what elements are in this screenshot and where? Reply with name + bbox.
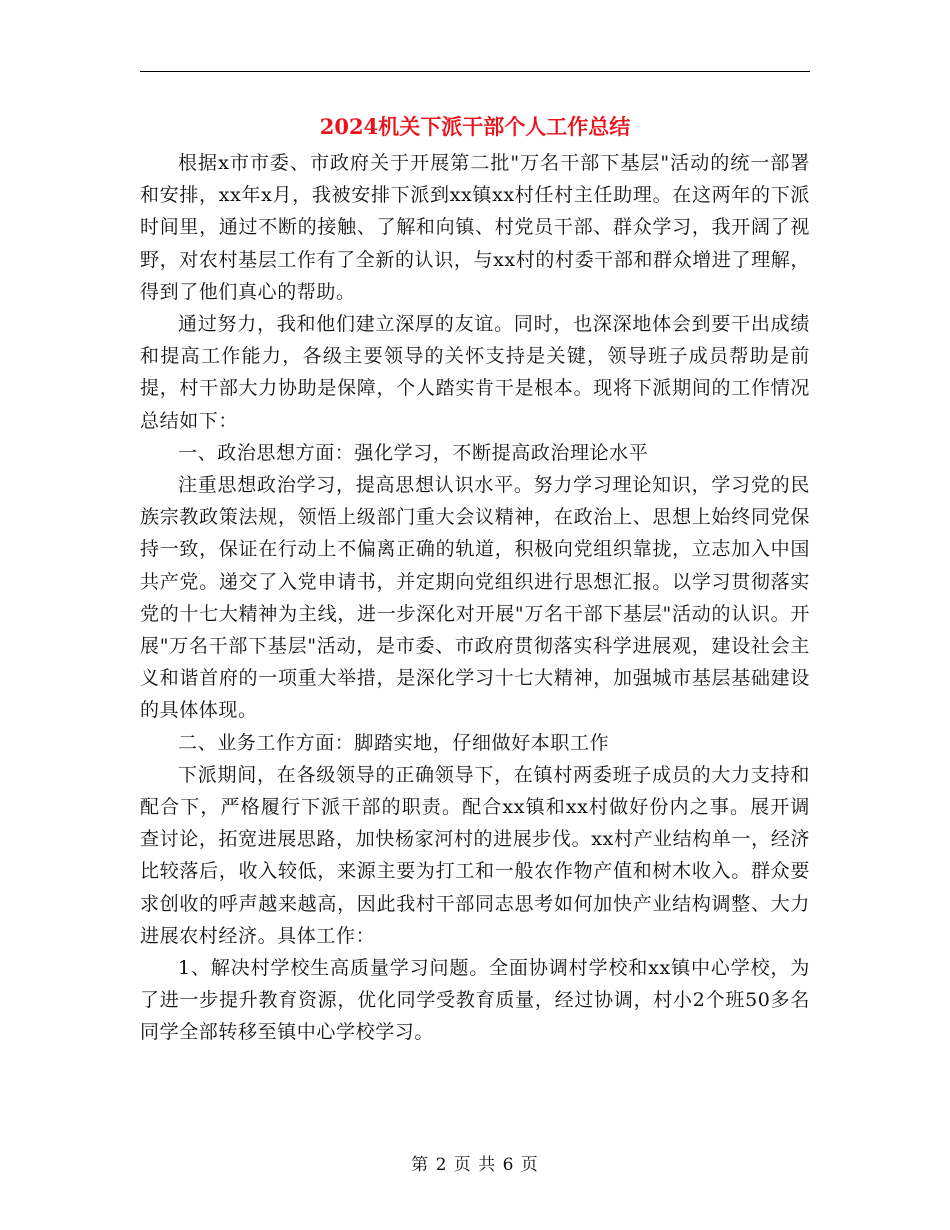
paragraph-political: 注重思想政治学习，提高思想认识水平。努力学习理论知识，学习党的民族宗教政策法规，领悟上级部门重大会议精神，在政治上、思想上始终同党保持一致，保证在行动上不偏离正确的轨道，积极向党组织靠拢，立志加入中国共产党。递交了入党申请书，并定期向党组织进行思想汇报。以学习贯彻落实党的十七大精神为主线，进一步深化对开展"万名干部下基层"活动的认识。开展"万名干部下基层"活动，是市委、市政府贯彻落实科学进展观，建设社会主义和谐首府的一项重大举措，是深化学习十七大精神，加强城市基层基础建设的具体体现。	[140, 474, 810, 722]
paragraph-friendship: 通过努力，我和他们建立深厚的友谊。同时，也深深地体会到要干出成绩和提高工作能力，各级主要领导的关怀支持是关键，领导班子成员帮助是前提，村干部大力协助是保障，个人踏实肯干是根本。现将下派期间的工作情况总结如下：	[140, 313, 810, 432]
page-number-footer: 第 2 页 共 6 页	[411, 1155, 539, 1175]
paragraph-business: 下派期间，在各级领导的正确领导下，在镇村两委班子成员的大力支持和配合下，严格履行下派干部的职责。配合xx镇和xx村做好份内之事。展开调查讨论，拓宽进展思路，加快杨家河村的进展步伐。xx村产业结构单一，经济比较落后，收入较低，来源主要为打工和一般农作物产值和树木收入。群众要求创收的呼声越来越高，因此我村干部同志思考如何加快产业结构调整、大力进展农村经济。具体工作：	[140, 763, 810, 947]
section-heading-political: 一、政治思想方面：强化学习，不断提高政治理论水平	[178, 441, 649, 464]
document-body	[140, 147, 810, 1049]
section-heading-business: 二、业务工作方面：脚踏实地，仔细做好本职工作	[178, 731, 610, 754]
header-rule	[140, 71, 810, 72]
paragraph-intro: 根据x市市委、市政府关于开展第二批"万名干部下基层"活动的统一部署和安排，xx年x月，我被安排下派到xx镇xx村任村主任助理。在这两年的下派时间里，通过不断的接触、了解和向镇、村党员干部、群众学习，我开阔了视野，对农村基层工作有了全新的认识，与xx村的村委干部和群众增进了理解，得到了他们真心的帮助。	[140, 152, 810, 303]
paragraph-school: 1、解决村学校生高质量学习问题。全面协调村学校和xx镇中心学校，为了进一步提升教育资源，优化同学受教育质量，经过协调，村小2个班50多名同学全部转移至镇中心学校学习。	[140, 957, 810, 1044]
document-title: 2024机关下派干部个人工作总结	[319, 114, 631, 139]
